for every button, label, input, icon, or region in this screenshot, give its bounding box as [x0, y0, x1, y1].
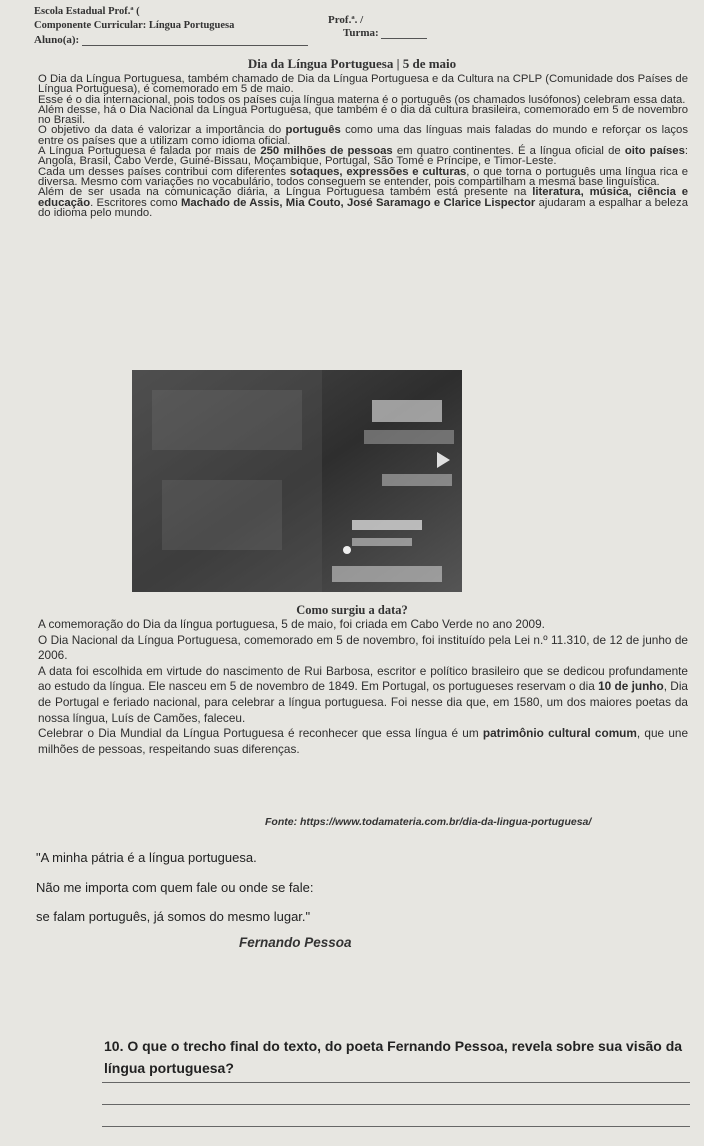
poem-author: Fernando Pessoa [239, 935, 352, 950]
answer-line-1[interactable] [102, 1082, 690, 1083]
intro-text [38, 74, 688, 218]
teacher-label: Prof.ª. / [328, 14, 364, 26]
source-link[interactable]: Fonte: https://www.todamateria.com.br/dia-da-lingua-portuguesa/ [265, 816, 592, 828]
class-field[interactable] [343, 27, 427, 39]
poem-line-1: "A minha pátria é a língua portuguesa. [36, 850, 257, 865]
history-paragraph-2: O Dia Nacional da Língua Portuguesa, comemorado em 5 de novembro, foi instituído pela Lei n.º 11.310, de 12 de junho de 2006. [38, 632, 688, 663]
poem-line-3: se falam português, já somos do mesmo lugar." [36, 909, 311, 924]
figure-caption: Como surgiu a data? [296, 603, 408, 617]
history-paragraph-3: A data foi escolhida em virtude do nascimento de Rui Barbosa, escritor e político brasileiro que se dedicou profundamente ao estudo da língua. Ele nasceu em 5 de novembro de 1849. Em Portugal, os portugueses reservam o dia 10 de junho, Dia de Portugal e feriado nacional, para celebrar a língua portuguesa. Foi nesse dia que, em 1580, um dos maiores poetas da nossa língua, Luís de Camões, faleceu. [38, 663, 688, 725]
student-field[interactable] [34, 34, 308, 46]
school-name: Escola Estadual Prof.ª ( [34, 6, 140, 17]
class-blank[interactable] [381, 28, 427, 39]
question-10-line-1: 10. O que o trecho final do texto, do poeta Fernando Pessoa, revela sobre sua visão da [104, 1038, 683, 1054]
intro-paragraph-6: Cada um desses países contribui com diferentes sotaques, expressões e culturas, o que torna o português uma língua rica e diversa. Mesmo com variações no vocabulário, todos conseguem se entender, pois compartilham a mesma base linguística. [38, 165, 688, 188]
poem-line-2: Não me importa com quem fale ou onde se fale: [36, 880, 314, 895]
answer-line-2[interactable] [102, 1104, 690, 1105]
intro-paragraph-2: Esse é o dia internacional, pois todos os países cuja língua materna é o português (os chamados lusófonos) celebram essa data. [38, 93, 686, 106]
student-label: Aluno(a): [34, 34, 80, 46]
intro-paragraph-4: O objetivo da data é valorizar a importância do português como uma das línguas mais faladas do mundo e reforçar os laços entre os países que a utilizam como idioma oficial. [38, 124, 688, 147]
history-paragraph-4: Celebrar o Dia Mundial da Língua Portuguesa é reconhecer que essa língua é um patrimônio cultural comum, que une milhões de pessoas, respeitando suas diferenças. [38, 726, 689, 756]
history-text [38, 617, 688, 757]
answer-line-3[interactable] [102, 1126, 690, 1127]
question-10-line-2: língua portuguesa? [104, 1060, 234, 1076]
photo-art [132, 370, 462, 592]
history-paragraph-1: A comemoração do Dia da língua portuguesa, 5 de maio, foi criada em Cabo Verde no ano 2009. [38, 617, 545, 631]
student-blank[interactable] [82, 35, 308, 46]
intro-paragraph-5: A Língua Portuguesa é falada por mais de 250 milhões de pessoas em quatro continentes. É a língua oficial de oito países: Angola, Brasil, Cabo Verde, Guiné-Bissau, Moçambique, Portugal, São Tomé e Príncipe, e Timor-Leste. [38, 145, 688, 168]
class-label: Turma: [343, 27, 379, 39]
illustration-photo [132, 370, 462, 592]
curricular-component: Componente Curricular: Língua Portuguesa [34, 20, 235, 31]
intro-paragraph-1: O Dia da Língua Portuguesa, também chamado de Dia da Língua Portuguesa e da Cultura na CPLP (Comunidade dos Países de Língua Portuguesa), é comemorado em 5 de maio. [38, 73, 688, 96]
page-title: Dia da Língua Portuguesa | 5 de maio [247, 56, 457, 71]
intro-paragraph-7: Além de ser usada na comunicação diária, a Língua Portuguesa também está presente na literatura, música, ciência e educação. Escritores como Machado de Assis, Mia Couto, José Saramago e Clarice Lispector ajudaram a espalhar a beleza do idioma pelo mundo. [38, 186, 689, 219]
intro-paragraph-3: Além desse, há o Dia Nacional da Língua Portuguesa, que também é o dia da cultura brasileira, comemorado em 5 de novembro no Brasil. [38, 103, 688, 127]
